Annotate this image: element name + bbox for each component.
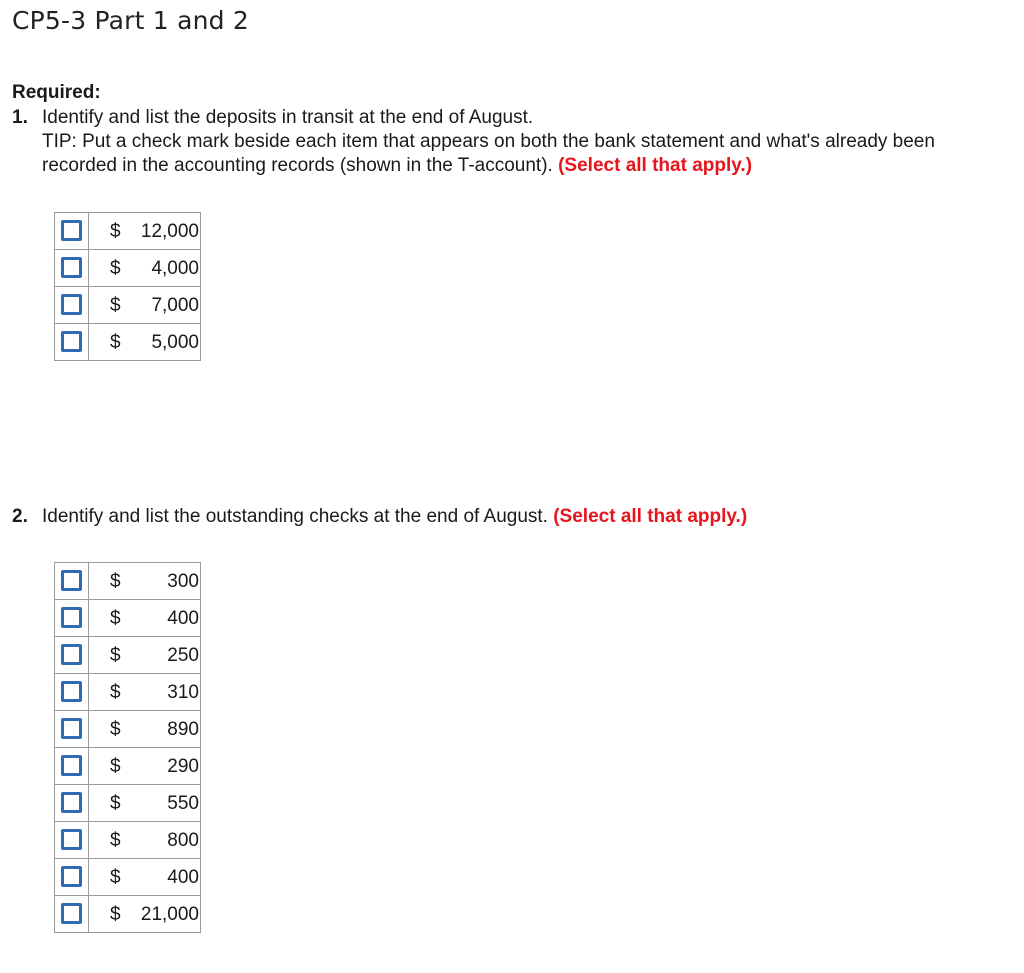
amount-value: 12,000 (140, 221, 199, 242)
checkbox-cell (55, 600, 89, 637)
currency-symbol: $ (110, 830, 121, 851)
amount-value: 300 (167, 571, 199, 592)
currency-symbol: $ (110, 682, 121, 703)
option-row (55, 563, 201, 600)
checkbox-cell (55, 859, 89, 896)
option-checkbox[interactable] (61, 220, 82, 241)
checkbox-cell (55, 324, 89, 361)
option-row (55, 250, 201, 287)
checkbox-cell (55, 896, 89, 933)
option-checkbox[interactable] (61, 331, 82, 352)
amount-cell (89, 896, 201, 933)
currency-symbol: $ (110, 756, 121, 777)
amount-value: 400 (167, 608, 199, 629)
option-checkbox[interactable] (61, 681, 82, 702)
question-2-number: 2. (12, 506, 28, 527)
amount-cell (89, 748, 201, 785)
amount-value: 400 (167, 867, 199, 888)
option-checkbox[interactable] (61, 755, 82, 776)
amount-cell (89, 250, 201, 287)
amount-cell (89, 213, 201, 250)
option-row (55, 859, 201, 896)
currency-symbol: $ (110, 608, 121, 629)
checks-options-table (54, 562, 201, 933)
currency-symbol: $ (110, 719, 121, 740)
amount-cell (89, 711, 201, 748)
amount-cell (89, 859, 201, 896)
question-2 (12, 505, 1012, 529)
option-row (55, 785, 201, 822)
checkbox-cell (55, 711, 89, 748)
option-row (55, 748, 201, 785)
option-row (55, 213, 201, 250)
question-1-number: 1. (12, 107, 28, 128)
option-row (55, 637, 201, 674)
option-checkbox[interactable] (61, 718, 82, 739)
question-1 (12, 106, 1012, 178)
amount-cell (89, 637, 201, 674)
option-checkbox[interactable] (61, 257, 82, 278)
currency-symbol: $ (110, 645, 121, 666)
checkbox-cell (55, 785, 89, 822)
amount-value: 310 (167, 682, 199, 703)
checkbox-cell (55, 822, 89, 859)
amount-value: 21,000 (140, 904, 199, 925)
amount-cell (89, 600, 201, 637)
checkbox-cell (55, 674, 89, 711)
option-checkbox[interactable] (61, 903, 82, 924)
deposits-options-table (54, 212, 201, 361)
required-heading: Required: (12, 82, 101, 103)
option-row (55, 287, 201, 324)
option-row (55, 711, 201, 748)
checkbox-cell (55, 748, 89, 785)
currency-symbol: $ (110, 793, 121, 814)
amount-value: 290 (167, 756, 199, 777)
option-row (55, 324, 201, 361)
option-row (55, 896, 201, 933)
option-checkbox[interactable] (61, 607, 82, 628)
amount-value: 7,000 (151, 295, 199, 316)
currency-symbol: $ (110, 258, 121, 279)
checkbox-cell (55, 563, 89, 600)
amount-value: 800 (167, 830, 199, 851)
currency-symbol: $ (110, 571, 121, 592)
amount-cell (89, 822, 201, 859)
checkbox-cell (55, 250, 89, 287)
option-checkbox[interactable] (61, 294, 82, 315)
currency-symbol: $ (110, 332, 121, 353)
option-checkbox[interactable] (61, 866, 82, 887)
currency-symbol: $ (110, 295, 121, 316)
checkbox-cell (55, 213, 89, 250)
option-checkbox[interactable] (61, 570, 82, 591)
question-1-tip: TIP: Put a check mark beside each item that appears on both the bank statement and what's already been recorded in the accounting records (shown in the T-account). (42, 131, 935, 176)
page-title: CP5-3 Part 1 and 2 (12, 6, 249, 35)
amount-cell (89, 287, 201, 324)
currency-symbol: $ (110, 221, 121, 242)
currency-symbol: $ (110, 904, 121, 925)
question-2-text: Identify and list the outstanding checks at the end of August. (42, 506, 548, 527)
question-2-instruction: (Select all that apply.) (553, 506, 748, 527)
checkbox-cell (55, 287, 89, 324)
question-1-text: Identify and list the deposits in transit at the end of August. (42, 107, 534, 128)
option-checkbox[interactable] (61, 829, 82, 850)
currency-symbol: $ (110, 867, 121, 888)
amount-value: 4,000 (151, 258, 199, 279)
amount-cell (89, 674, 201, 711)
amount-cell (89, 563, 201, 600)
amount-value: 550 (167, 793, 199, 814)
checkbox-cell (55, 637, 89, 674)
amount-value: 5,000 (151, 332, 199, 353)
option-row (55, 600, 201, 637)
amount-value: 890 (167, 719, 199, 740)
question-1-instruction: (Select all that apply.) (558, 155, 753, 176)
option-row (55, 674, 201, 711)
amount-cell (89, 324, 201, 361)
option-checkbox[interactable] (61, 792, 82, 813)
amount-value: 250 (167, 645, 199, 666)
option-checkbox[interactable] (61, 644, 82, 665)
option-row (55, 822, 201, 859)
amount-cell (89, 785, 201, 822)
